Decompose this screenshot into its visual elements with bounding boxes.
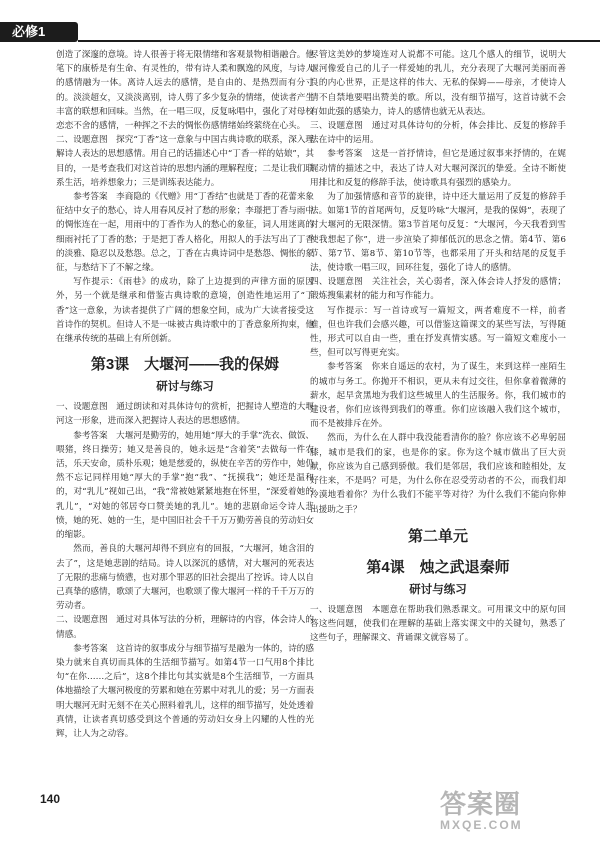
watermark-url: MXQE.COM (440, 818, 523, 832)
paragraph: 参考答案 你来自遥远的农村，为了谋生，来到这样一座陌生的城市与务工。你抛开不相识，更从未有过交往，但你拿着微薄的薪水，起早贪黑地为我们这些城里人的生活服务。你，我们城市的建设者，你们应该得到我们的尊重。你们应该融入我们这个城市，而不是被排斥在外。 (310, 362, 566, 430)
question-item: 三、设题意图 通过对具体诗句的分析，体会排比、反复的修辞手法在诗中的运用。 (310, 121, 566, 146)
paragraph: 参考答案 李商隐的《代赠》用“丁香结”也就是丁香的花蕾来象征结中女子的愁心，诗人用春风反衬了愁的形象；李璟把丁香与雨中的惆怅连在一起，用雨中的丁香作为人的愁心的象征，词人用迷离的细雨衬托了丁香的愁；于是把丁香人格化，用拟人的手法写出了丁香的淡雅、隐忍以及愁怨。总之，丁香在古典诗词中是愁怨、惆怅的象征，与愁结下了不解之缘。 (56, 192, 314, 274)
page-header (0, 0, 600, 42)
watermark-text: 答案圈 (440, 789, 522, 819)
paragraph: 参考答案 大堰河是勤劳的，她用她“厚大的手掌”洗衣、做饭、喂猪，终日操劳；她又是善良的，她永远是“含着笑”去做每一件农活，乐天安命，质朴乐观；她是慈爱的，纵使在辛苦的劳作中，她仍然不忘记同样用她“厚大的手掌”抱“我”、“抚摸我”；她还是温和的，对“乳儿”视如己出，“我”常被她紧紧地抱在怀里，“深爱着她的乳儿”，“对她的邻居夸口赞美她的乳儿”。她的悲剧命运令诗人悲愤，她的死、她的一生，是中国旧社会千千万万勤劳善良的劳动妇女的缩影。 (56, 430, 314, 541)
lesson-title: 第4课 烛之武退秦师 (366, 558, 510, 576)
paragraph: 写作提示：《雨巷》的成功，除了上边提到的声律方面的原因外，另一个就是继承和借鉴古典诗歌的意境，创造性地运用了“丁香”这一意象，为读者提供了广阔的想象空间，成为广大读者接受这首诗作的契机。但诗人不是一味被古典诗歌中的丁香意象所拘束，他在继承传统的基础上有所创新。 (56, 277, 314, 345)
header-rule (78, 40, 600, 42)
paragraph: 参考答案 这是一首抒情诗，但它是通过叙事来抒情的，在娓娓动情的描述之中，表达了诗人对大堰河深沉的挚爱。全诗不断使用排比和反复的修辞手法，使诗歌具有强烈的感染力。 (310, 149, 566, 188)
paragraph: 写作提示：写一首诗或写一篇短文，两者难度不一样，前者难，但也许我们会感兴趣，可以借鉴这篇课文的某些写法，写得随性，形式可以自由一些，重在抒发真情实感。写一篇短文难度小一些，但可以写得更充实。 (310, 305, 566, 359)
paragraph: 参考答案 这首诗的叙事成分与细节描写是融为一体的，诗的感染力就来自真切而具体的生活细节描写。如第4节一口气用8个排比句“在你……之后”，这8个排比句其实就是8个生活细节，一方面具体地描绘了大堰河极度的劳累和她在劳累中对乳儿的爱；另一方面表明大堰河无时无刻不在关心照料着乳儿，这样的细节描写，处处透着真情，让读者真切感受到这个普通的劳动妇女身上闪耀的人性的光辉，让人为之动容。 (56, 643, 314, 739)
lesson-title: 第3课 大堰河——我的保姆 (90, 356, 280, 374)
paragraph: 然而，为什么在人群中我没能看清你的脸？你应该不必卑躬屈膝，城市是我们的家，也是你的家。你为这个城市做出了巨大贡献，你应该为自己感到骄傲。我们是邻居，我们应该和睦相处，友好往来，不是吗？可是，为什么你在忍受劳动者的不公，而我们却冷漠地看着你？为什么我们不能平等对待？为什么我们不能向你伸出援助之手？ (310, 433, 566, 515)
question-item: 二、设题意图 通过对具体写法的分析，理解诗的内容，体会诗人的情感。 (56, 615, 314, 640)
section-subtitle: 研讨与练习 (409, 583, 467, 596)
section-subtitle: 研讨与练习 (156, 381, 214, 394)
paragraph: 尽管这美妙的梦境连对人说都不可能。这几个感人的细节，说明大堰河像爱自己的儿子一样爱她的乳儿，充分表现了大堰河美丽而善良的内心世界，正是这样的伟大、无私的保姆——母亲，才使诗人情不自禁地要唱出赞美的歌。所以，没有细节描写，这首诗就不会有如此强的感染力，诗人的感情也就无从表达。 (310, 50, 566, 117)
paragraph: 然而，善良的大堰河却得不到应有的回报，“大堰河，她含泪的去了”，这是她悲剧的结局。诗人以深沉的感情，对大堰河的死表达了无限的悲痛与愤懑，也对那个罪恶的旧社会提出了控诉。诗人以自己真挚的感情，歌颂了大堰河，也歌颂了像大堰河一样的千千万万的劳动者。 (56, 544, 314, 612)
unit-title: 第二单元 (407, 527, 468, 545)
question-item: 四、设题意图 关注社会，关心弱者，深入体会诗人抒发的感情；锻炼搜集素材的能力和写作能力。 (310, 277, 566, 302)
left-column (56, 48, 314, 788)
question-item: 一、设题意图 本题意在帮助我们熟悉课文。可用课文中的原句回答这些问题，使我们在理解的基础上落实课文中的关键句，熟悉了这些句子，理解课文、背诵课文就容易了。 (310, 604, 566, 644)
page-number: 140 (40, 792, 61, 806)
paragraph: 为了加强情感和音节的旋律，诗中还大量运用了反复的修辞手法。如第1节的首尾两句，反复吟咏“大堰河，是我的保姆”，表现了对大堰河的无限深情。第3节首尾句反复：“大堰河，今天我看到雪使我想起了你”，进一步渲染了抑郁低沉的思念之情。第4节、第6节、第7节、第8节、第10节等，也都采用了开头和结尾的反复手法，使诗歌一唱三叹，回环往复，强化了诗人的感情。 (310, 192, 566, 274)
book-volume-tab: 必修1 (0, 22, 78, 42)
right-column (310, 48, 566, 788)
site-watermark (440, 790, 580, 840)
question-item: 一、设题意图 通过朗读和对具体诗句的赏析，把握诗人塑造的大堰河这一形象，进而深入把握诗人表达的思想感情。 (56, 402, 314, 427)
question-item: 二、设题意图 探究“丁香”这一意象与中国古典诗歌的联系，深入理解诗人表达的思想感情。用自己的话描述心中“丁香一样的姑娘”，其目的，一是考查我们对这首诗的思想内涵的理解程度；二是让我们联系生活，培养想象力；三是训练表达能力。 (56, 135, 314, 188)
paragraph: 创造了深邃的意境。诗人很善于将无限情绪和客观景物相谐融合。他笔下的康桥是有生命、有灵性的，带有诗人柔和飘逸的风度，与诗人的感情融为一体。离诗人远去的感情，是自由的、是热烈而有分寸的。淡淡超女，又淡淡离别，诗人剪了多少复杂的情绪，使读者产生丰富的联想和回味。当然，在一唱三叹，反复咏唱中，强化了对母校恋恋不舍的感情，一种挥之不去的惆怅伤感情绪始终萦绕在心头。 (56, 50, 314, 132)
